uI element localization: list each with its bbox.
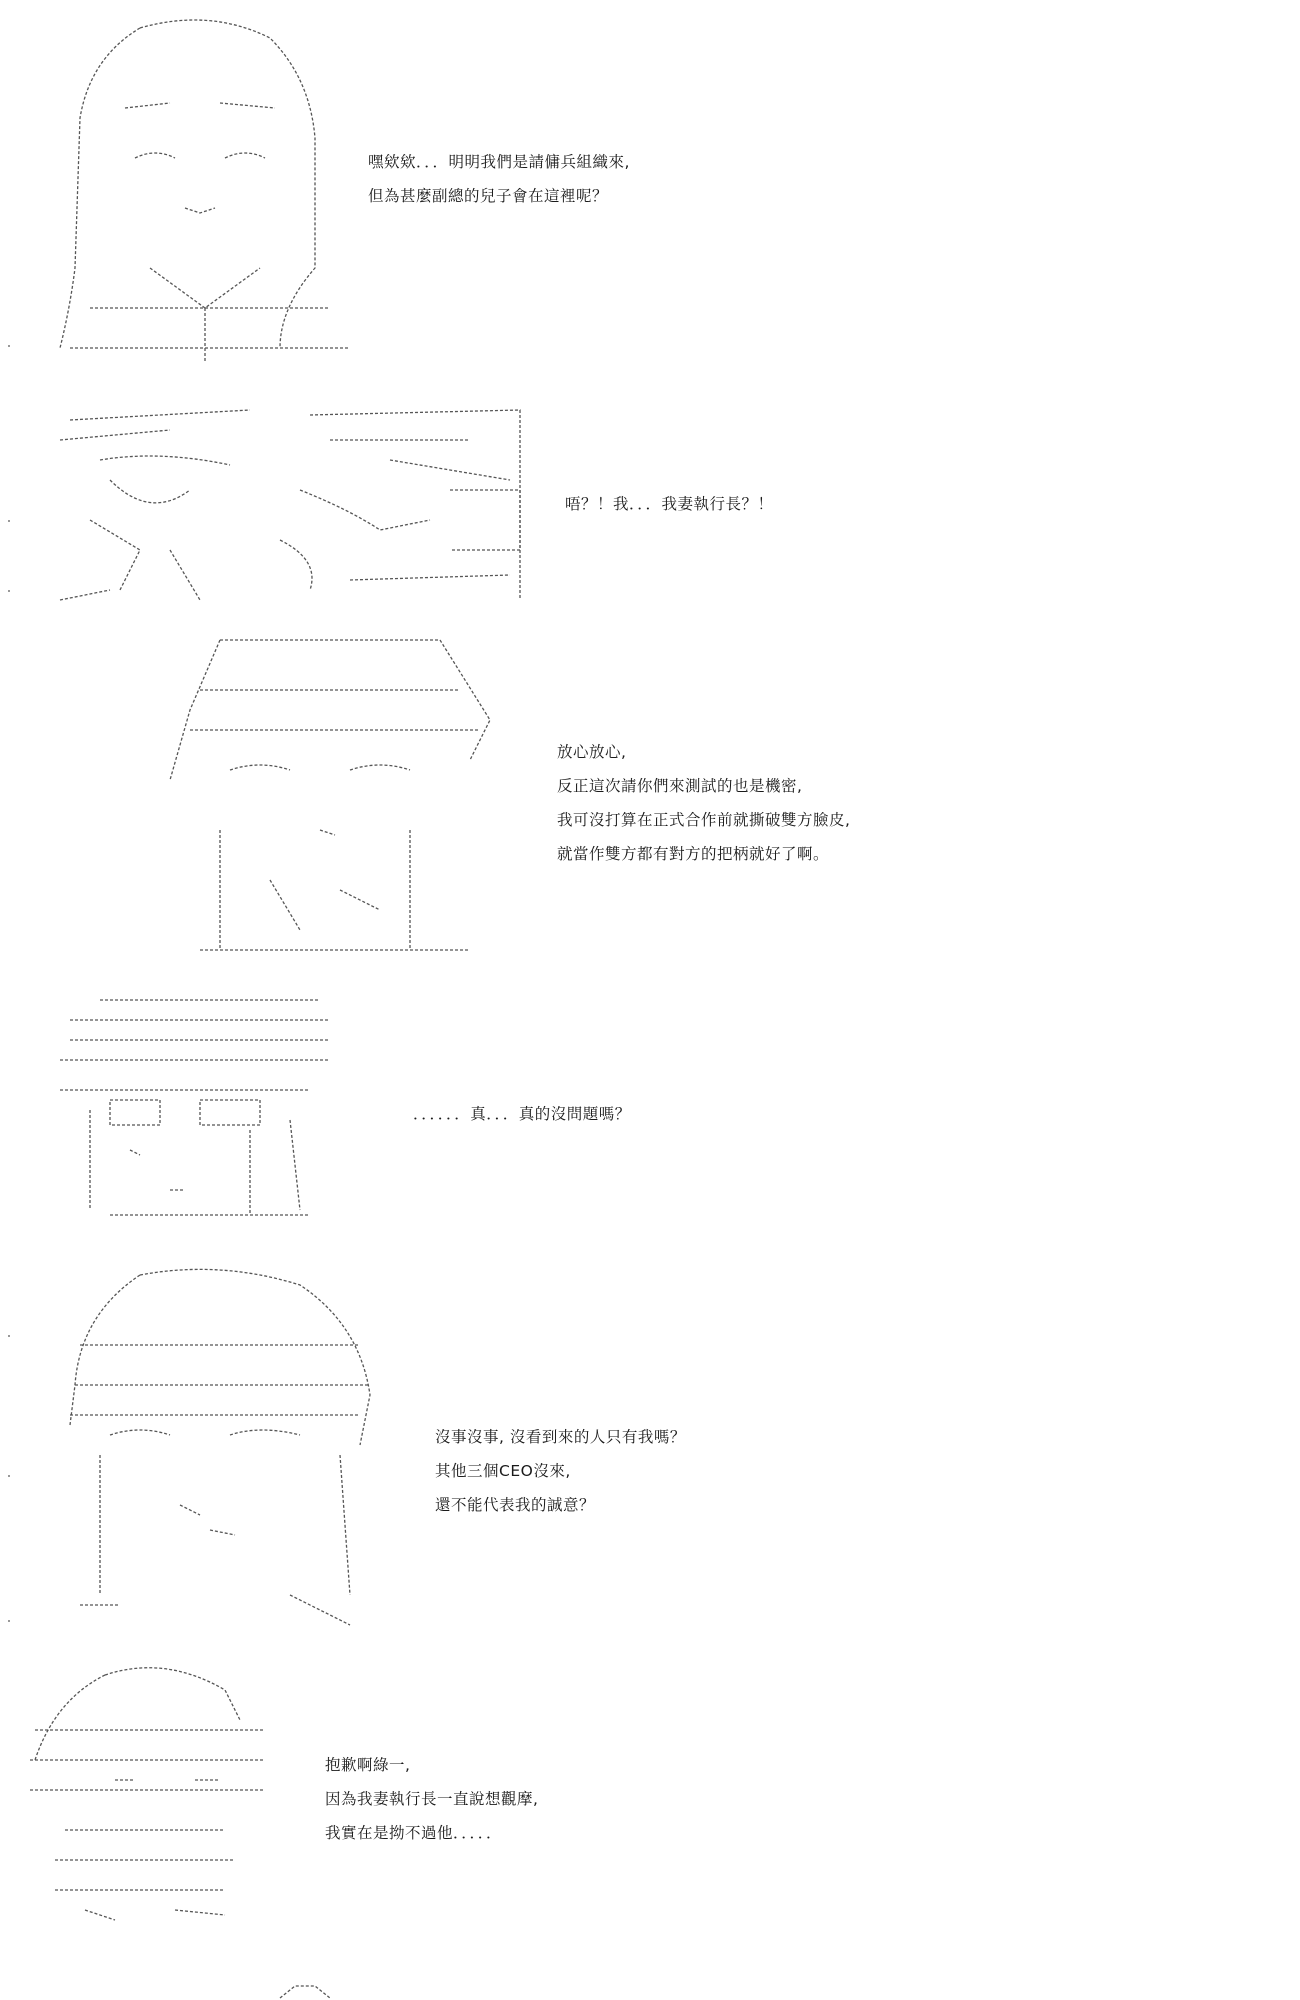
dialogue-line: 我可沒打算在正式合作前就撕破雙方臉皮, <box>557 811 851 829</box>
scan-speck <box>8 1475 10 1477</box>
scan-speck <box>8 520 10 522</box>
dialogue-line: 但為甚麼副總的兒子會在這裡呢？ <box>368 187 609 205</box>
dialogue-line: 就當作雙方都有對方的把柄就好了啊。 <box>557 845 830 863</box>
dialogue-line: 還不能代表我的誠意？ <box>435 1496 596 1514</box>
ascii-art-fragment-bottom <box>275 1982 335 2000</box>
ascii-art-character-5 <box>60 1265 380 1635</box>
dialogue-line: 放心放心, <box>557 743 627 761</box>
ascii-art-character-3 <box>160 630 500 970</box>
dialogue-line: 沒事沒事, 沒看到來的人只有我嗎？ <box>435 1428 686 1446</box>
dialogue-1 <box>368 145 630 213</box>
ascii-art-character-6 <box>25 1660 285 1930</box>
scan-speck <box>8 1620 10 1622</box>
dialogue-3 <box>557 735 850 871</box>
dialogue-line: 因為我妻執行長一直說想觀摩, <box>325 1790 539 1808</box>
dialogue-line: 反正這次請你們來測試的也是機密, <box>557 777 803 795</box>
ascii-art-character-4 <box>50 990 350 1230</box>
dialogue-line: 唔？！我．．．我妻執行長？！ <box>565 495 774 513</box>
dialogue-4 <box>413 1097 631 1131</box>
ascii-art-character-2b <box>270 400 530 610</box>
scan-speck <box>8 1335 10 1337</box>
dialogue-line: 抱歉啊綠一, <box>325 1756 411 1774</box>
dialogue-6 <box>325 1748 538 1850</box>
ascii-art-character-1 <box>30 8 390 368</box>
dialogue-2 <box>565 487 774 521</box>
scan-speck <box>8 345 10 347</box>
ascii-art-character-2a <box>50 400 290 610</box>
dialogue-line: 其他三個CEO沒來, <box>435 1462 571 1480</box>
dialogue-line: 嘿欸欸．．．明明我們是請傭兵組織來, <box>368 153 630 171</box>
scan-speck <box>8 590 10 592</box>
dialogue-line: 我實在是拗不過他．．．．． <box>325 1824 503 1842</box>
dialogue-5 <box>435 1420 686 1522</box>
dialogue-line: ．．．．．．真．．．真的沒問題嗎？ <box>413 1105 631 1123</box>
